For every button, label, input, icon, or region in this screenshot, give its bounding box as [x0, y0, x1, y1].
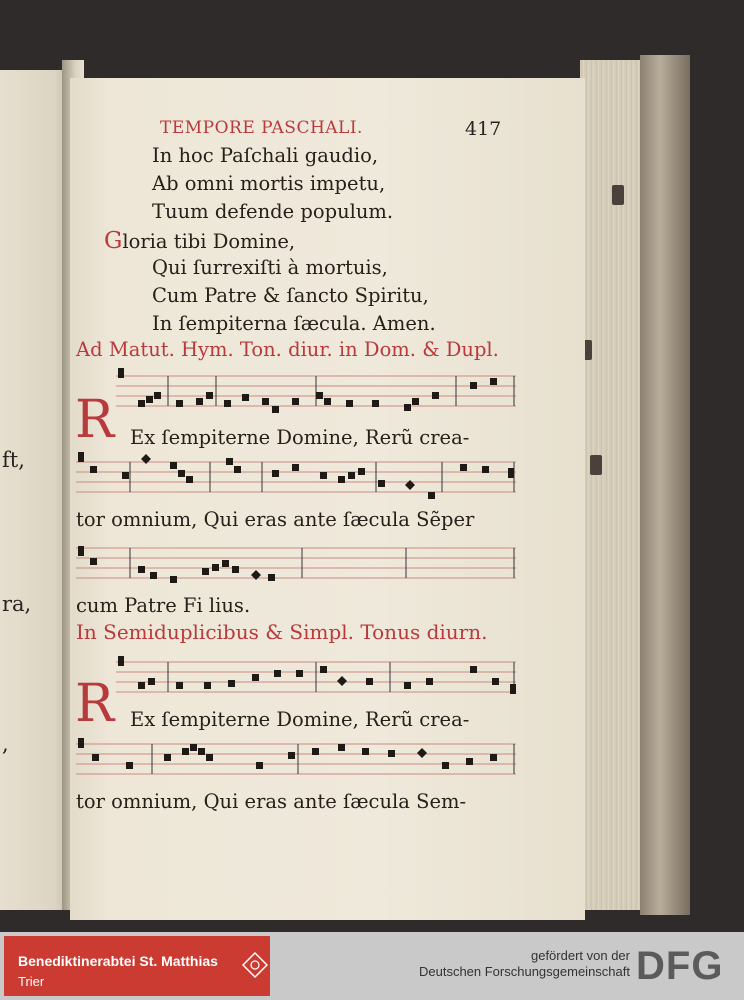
gloria-text: loria tibi Domine,: [122, 230, 296, 253]
music-staff: [116, 368, 516, 404]
rubric: In Semiduplicibus & Simpl. Tonus diurn.: [76, 620, 488, 644]
chant-lyric: Ex ſempiterne Domine, Rerũ crea-: [130, 426, 470, 449]
neumes: [116, 654, 516, 704]
running-head: TEMPORE PASCHALI.: [160, 118, 363, 138]
music-staff: [76, 734, 516, 770]
chant-lyric: tor omnium, Qui eras ante ſæcula Sẽper: [76, 508, 475, 531]
gloria-line: [104, 228, 295, 254]
left-page-fragment: ,: [2, 732, 9, 756]
funding-notice: [419, 948, 630, 980]
left-page-fragment: ra,: [2, 592, 32, 616]
doxology-line: Qui ſurrexiſti à mortuis,: [152, 256, 388, 279]
footer-bar: [0, 932, 744, 1000]
neumes: [116, 368, 516, 418]
hymn-line: Tuum defende populum.: [152, 200, 394, 223]
hymn-line: In hoc Paſchali gaudio,: [152, 144, 379, 167]
abbey-emblem-icon: [242, 952, 268, 978]
chant-lyric: cum Patre Fi lius.: [76, 594, 251, 617]
chant-lyric: Ex ſempiterne Domine, Rerũ crea-: [130, 708, 470, 731]
music-staff: [76, 452, 516, 488]
rubric: Ad Matut. Hym. Ton. diur. in Dom. & Dupl.: [76, 338, 499, 361]
folio-number: 417: [465, 118, 502, 140]
dfg-logo[interactable]: DFG: [636, 944, 724, 988]
institution-city: Trier: [18, 974, 45, 989]
doxology-line: Cum Patre & ſancto Spiritu,: [152, 284, 429, 307]
neumes: [76, 452, 516, 508]
doxology-line: In ſempiterna ſæcula. Amen.: [152, 312, 436, 335]
neumes: [76, 734, 516, 790]
thumb-tab: [612, 185, 624, 205]
music-staff: [76, 538, 516, 574]
left-page-fragment: ft,: [2, 448, 25, 472]
thumb-tab: [590, 455, 602, 475]
institution-name: Benediktinerabtei St. Matthias: [18, 953, 218, 969]
respond-initial: R: [75, 674, 115, 734]
hymn-line: Ab omni mortis impetu,: [152, 172, 386, 195]
music-staff: [116, 654, 516, 690]
respond-initial: R: [75, 390, 115, 450]
institution-banner[interactable]: [4, 936, 270, 996]
book-cover-edge: [640, 55, 690, 915]
neumes: [76, 538, 516, 594]
gloria-initial: G: [104, 228, 123, 254]
funding-line: Deutschen Forschungsgemeinschaft: [418, 964, 630, 979]
funding-line: gefördert von der: [530, 948, 630, 963]
chant-lyric: tor omnium, Qui eras ante ſæcula Sem-: [76, 790, 467, 813]
